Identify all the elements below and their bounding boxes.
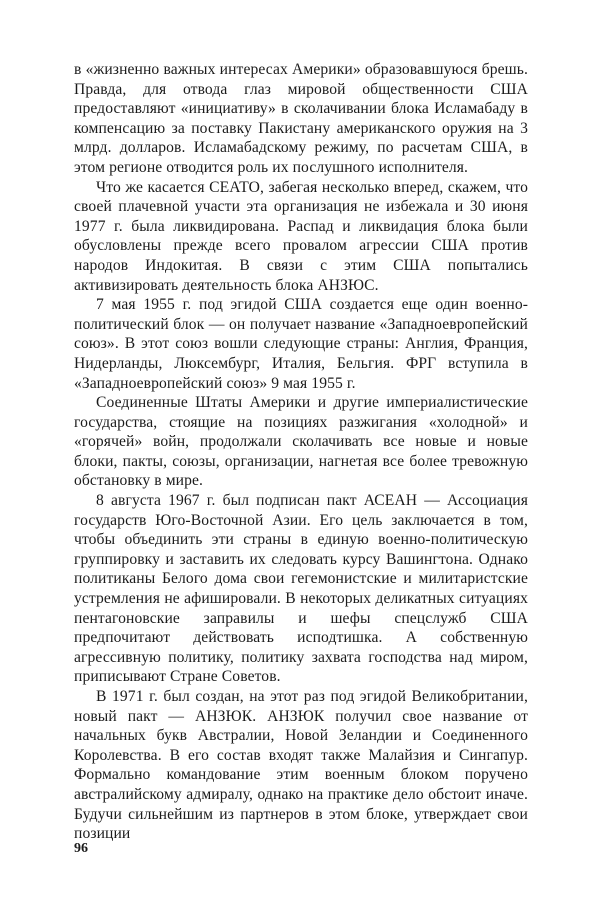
paragraph — [74, 491, 528, 687]
paragraph — [74, 178, 528, 296]
text-segment: скажем, что своей плачевной участи эта организация не — [74, 178, 529, 216]
text-segment: американского оружия на 3 млрд. долларов. Исламабадскому режиму, по расчетам США, в этом регионе отводится роль их послушного исполнителя. — [74, 119, 529, 176]
text-segment: не афишировали. В некоторых деликатных ситуациях — [164, 590, 528, 608]
text-segment: Что же касается СЕАТО, забегая несколько вперед, — [96, 178, 444, 196]
text-segment: В 1971 г. был создан, на этот раз под эгидой Великобритании, новый пакт — АНЗЮК. АНЗЮК получил свое — [74, 688, 528, 725]
text-segment: страны: Англия, Франция, Нидерланды, Люксембург, Италия, Бельгия. ФРГ вступила в «Западноевропейский — [74, 335, 528, 392]
text-segment: избежала и 30 июня 1977 г. была ликвидирована. Распад и ликвидация блока были обусловлены прежде всего — [74, 198, 528, 255]
text-segment: брешь. Правда, для отвода глаз мировой общественности США предоставляют «инициативу» в сколачивании — [74, 61, 529, 118]
text-segment: военным блоком поручено австралийскому адмиралу, однако на практике дело обстоит иначе. Будучи сильнейшим из партнеров в этом блоке, утверждает свои позиции — [74, 766, 529, 843]
text-segment: мире. — [165, 472, 204, 490]
paragraph — [74, 393, 528, 491]
text-segment: 8 августа 1967 г. был подписан пакт АСЕАН — Ассоциация государств Юго-Восточной Азии. Его цель заключается в том, чтобы объединить эти страны в единую — [74, 492, 528, 549]
paragraph — [74, 687, 528, 844]
text-segment: В связи с этим США попытались активизировать деятельность блока АНЗЮС. — [74, 256, 528, 294]
paragraph — [74, 60, 528, 178]
text-segment: военно-политическую группировку и заставить их следовать курсу Вашингтона. Однако политиканы Белого дома — [74, 531, 528, 588]
text-segment: название от начальных букв Австралии, Новой Зеландии и Соединенного Королевства. В его состав входят также Малайзия и Сингапур. Формально командование этим — [74, 707, 529, 784]
text-segment: в «жизненно важных интересах Америки» образовавшуюся — [74, 61, 478, 78]
text-segment: пентагоновские заправилы и шефы спецслужб США предпочитают действовать исподтишка. А собственную агрессивную политику, политику захвата господства над миром, приписывают Стране Советов. — [74, 609, 528, 686]
text-segment: военно-политический блок — он получает название «Западноевропейский союз». В этот союз вошли следующие — [74, 296, 529, 353]
text-segment: провалом агрессии США против народов Индокитая. — [74, 237, 528, 274]
page-body — [74, 60, 528, 844]
text-segment: 7 мая 1955 г. под эгидой США создается еще один — [96, 296, 468, 314]
paragraph — [74, 295, 528, 393]
page-number: 96 — [74, 841, 88, 856]
text-segment: союз» 9 мая 1955 г. — [226, 374, 356, 392]
text-segment: свои гегемонистские и милитаристские устремления — [74, 570, 529, 608]
text-segment: Соединенные Штаты Америки и другие империалистические государства, стоящие на позициях разжигания «холодной» и «горячей» войн, продолжали сколачивать все новые и новые блоки, пакты, союзы, организации, нагнетая все более тревожную обстановку в — [74, 394, 528, 490]
text-segment: блока Исламабаду в компенсацию за поставку Пакистану — [74, 100, 529, 137]
